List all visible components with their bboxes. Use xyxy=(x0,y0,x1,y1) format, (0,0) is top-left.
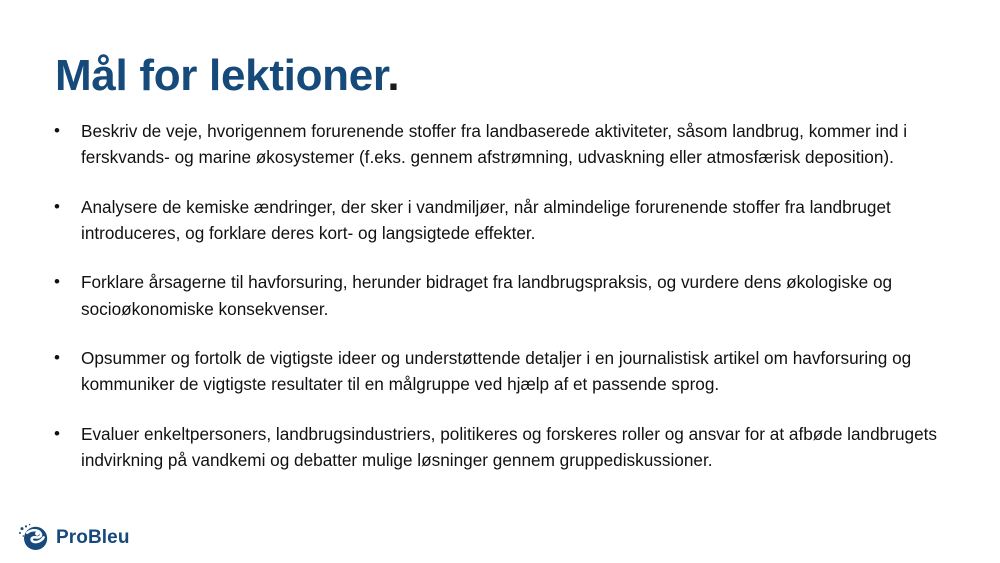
brand-name: ProBleu xyxy=(56,526,130,548)
probleu-globe-icon xyxy=(17,521,49,553)
list-item-text: Forklare årsagerne til havforsuring, herunder bidraget fra landbrugspraksis, og vurdere dens økologiske og socioøkonomiske konsekvenser. xyxy=(81,272,893,319)
list-item-text: Evaluer enkeltpersoners, landbrugsindustriers, politikeres og forskeres roller og ansvar for at afbøde landbrugets indvirkning på vandkemi og debatter mulige løsninger gennem gruppediskussioner. xyxy=(81,423,938,470)
page-title-period: . xyxy=(387,51,400,100)
list-item-text: Analysere de kemiske ændringer, der sker i vandmiljøer, når almindelige forurenende stoffer fra landbruget introduceres, og forklare deres kort- og langsigtede effekter. xyxy=(81,196,891,243)
objectives-list xyxy=(52,118,967,473)
title-block xyxy=(55,52,955,100)
list-item-text: Opsummer og fortolk de vigtigste ideer og understøttende detaljer i en journalistisk artikel om havforsuring og kommuniker de vigtigste resultater til en målgruppe ved hjælp af et passende sprog. xyxy=(81,347,912,395)
footer-branding xyxy=(17,519,130,555)
page-title-text: Mål for lektioner xyxy=(55,51,388,100)
page-title xyxy=(55,52,955,100)
list-item xyxy=(52,345,967,398)
list-item-text: Beskriv de veje, hvorigennem forurenende stoffer fra landbaserede aktiviteter, såsom landbrug, kommer ind i ferskvands- og marine økosystemer (f.eks. gennem afstrømning, udvaskning eller atmosfærisk deposition). xyxy=(81,121,908,168)
bullet-point-icon: • xyxy=(54,347,60,367)
bullet-point-icon: • xyxy=(54,272,60,292)
bullet-point-icon: • xyxy=(54,121,60,140)
bullet-point-icon: • xyxy=(54,423,60,443)
list-item xyxy=(52,421,967,474)
bullet-point-icon: • xyxy=(54,196,60,216)
list-item xyxy=(52,194,967,247)
list-item xyxy=(52,118,967,171)
list-item xyxy=(52,269,967,322)
